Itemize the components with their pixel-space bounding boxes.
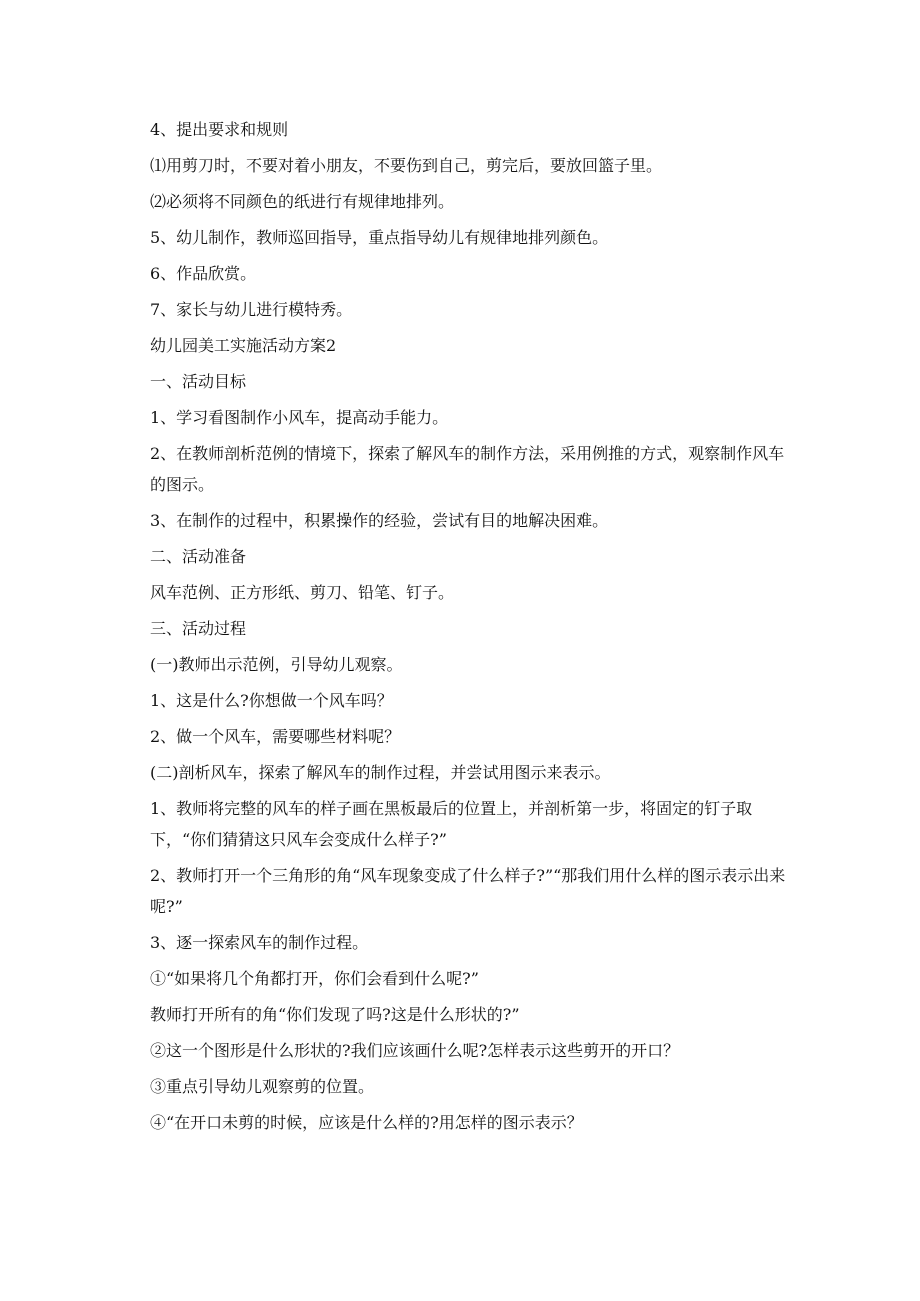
paragraph-teacher-opens-all: 教师打开所有的角“你们发现了吗?这是什么形状的?”: [150, 1005, 520, 1024]
paragraph-color-rule: ⑵必须将不同颜色的纸进行有规律地排列。: [150, 192, 455, 211]
heading-activity-preparation: 二、活动准备: [150, 547, 247, 566]
paragraph-child-making: 5、幼儿制作，教师巡回指导，重点指导幼儿有规律地排列颜色。: [150, 228, 609, 247]
paragraph-teacher-opens-corner: 2、教师打开一个三角形的角“风车现象变成了什么样子?”“那我们用什么样的图示表示出来呢?”: [150, 866, 786, 916]
heading-activity-process: 三、活动过程: [150, 619, 247, 638]
paragraph-circled-3: ③重点引导幼儿观察剪的位置。: [150, 1077, 375, 1096]
paragraph-explore-process: 3、逐一探索风车的制作过程。: [150, 933, 369, 952]
heading-activity-goals: 一、活动目标: [150, 372, 247, 391]
paragraph-goal-2: 2、在教师剖析范例的情境下，探索了解风车的制作方法，采用例推的方式，观察制作风车的图示。: [150, 444, 785, 494]
paragraph-step-one: (一)教师出示范例，引导幼儿观察。: [150, 655, 403, 674]
paragraph-circled-4: ④“在开口未剪的时候，应该是什么样的?用怎样的图示表示？: [150, 1113, 583, 1132]
paragraph-circled-1: ①“如果将几个角都打开，你们会看到什么呢?”: [150, 969, 479, 988]
paragraph-model-show: 7、家长与幼儿进行模特秀。: [150, 300, 353, 319]
paragraph-materials: 风车范例、正方形纸、剪刀、铅笔、钉子。: [150, 583, 455, 602]
section-title-plan-2: 幼儿园美工实施活动方案2: [150, 336, 337, 355]
paragraph-teacher-draws: 1、教师将完整的风车的样子画在黑板最后的位置上，并剖析第一步，将固定的钉子取下，“你们猜猜这只风车会变成什么样子?”: [150, 799, 753, 849]
paragraph-goal-3: 3、在制作的过程中，积累操作的经验，尝试有目的地解决困难。: [150, 511, 609, 530]
paragraph-question-2: 2、做一个风车，需要哪些材料呢？: [150, 727, 401, 746]
document-body: [150, 114, 790, 1143]
paragraph-step-two: (二)剖析风车，探索了解风车的制作过程，并尝试用图示来表示。: [150, 763, 611, 782]
paragraph-requirements-heading: 4、提出要求和规则: [150, 120, 289, 139]
paragraph-appreciation: 6、作品欣赏。: [150, 264, 257, 283]
paragraph-goal-1: 1、学习看图制作小风车，提高动手能力。: [150, 408, 449, 427]
paragraph-scissors-rule: ⑴用剪刀时，不要对着小朋友，不要伤到自己，剪完后，要放回篮子里。: [150, 156, 663, 175]
paragraph-circled-2: ②这一个图形是什么形状的?我们应该画什么呢?怎样表示这些剪开的开口？: [150, 1041, 680, 1060]
paragraph-question-1: 1、这是什么?你想做一个风车吗？: [150, 691, 393, 710]
